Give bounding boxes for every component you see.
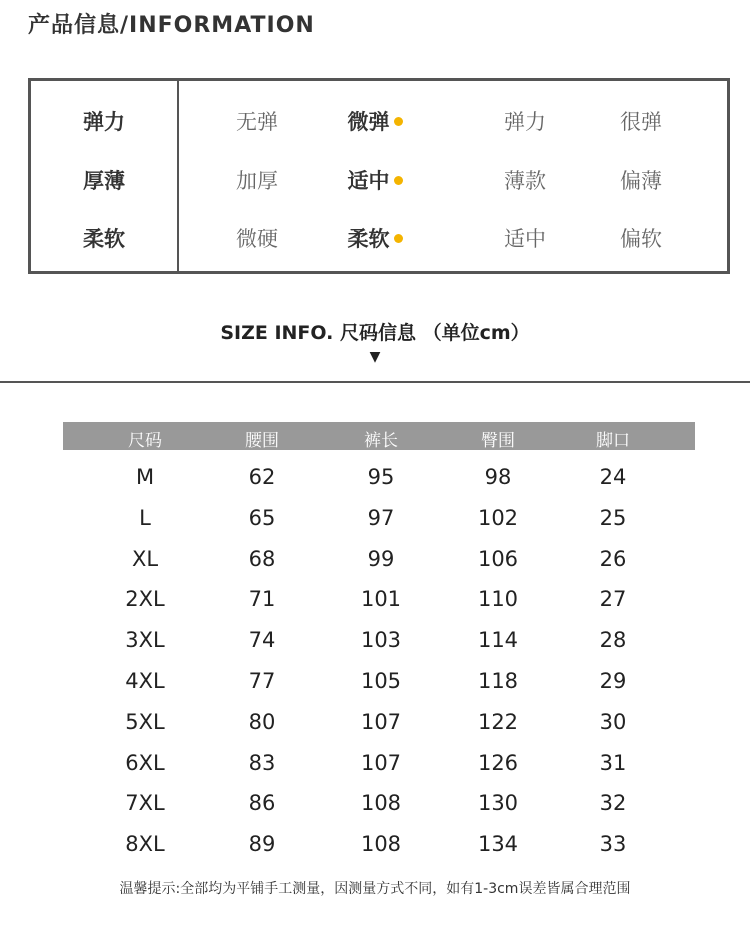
attribute-label: 弹力 bbox=[83, 110, 125, 134]
size-value-cell: 28 bbox=[599, 628, 627, 653]
attribute-option: 加厚 bbox=[236, 169, 278, 193]
size-value-cell: 130 bbox=[477, 791, 519, 816]
size-label-cell: L bbox=[139, 505, 151, 530]
size-value-cell: 30 bbox=[599, 709, 627, 734]
attribute-option: 很弹 bbox=[620, 110, 662, 134]
size-value-cell: 106 bbox=[477, 546, 519, 571]
size-value-cell: 71 bbox=[248, 587, 276, 612]
size-table-row bbox=[63, 578, 695, 619]
size-table-row bbox=[63, 538, 695, 579]
header-cell: 裤长 bbox=[364, 431, 398, 451]
size-table-row bbox=[63, 660, 695, 701]
size-value-cell: 80 bbox=[248, 709, 276, 734]
size-table-row bbox=[63, 823, 695, 864]
size-value-cell: 107 bbox=[360, 750, 402, 775]
size-value-cell: 97 bbox=[367, 505, 395, 530]
attribute-option: 微硬 bbox=[236, 227, 278, 251]
size-table-row bbox=[63, 782, 695, 823]
size-label-cell: 5XL bbox=[125, 709, 165, 734]
size-value-cell: 77 bbox=[248, 668, 276, 693]
size-label-cell: 3XL bbox=[125, 628, 165, 653]
attribute-row-elasticity bbox=[31, 101, 727, 141]
size-label-cell: 4XL bbox=[125, 668, 165, 693]
size-value-cell: 101 bbox=[360, 587, 402, 612]
header-cell: 腰围 bbox=[245, 431, 279, 451]
size-label-cell: 6XL bbox=[125, 750, 165, 775]
attribute-option: 无弹 bbox=[236, 110, 278, 134]
attribute-label: 柔软 bbox=[83, 227, 125, 251]
size-value-cell: 68 bbox=[248, 546, 276, 571]
down-arrow-icon: ▼ bbox=[369, 349, 381, 365]
attribute-option: 适中 bbox=[504, 227, 546, 251]
size-info-title: SIZE INFO. 尺码信息 （单位cm） bbox=[220, 322, 530, 344]
size-table-row bbox=[63, 742, 695, 783]
header-cell: 臀围 bbox=[481, 431, 515, 451]
attribute-option: 薄款 bbox=[504, 169, 546, 193]
size-value-cell: 122 bbox=[477, 709, 519, 734]
size-value-cell: 110 bbox=[477, 587, 519, 612]
info-title: 产品信息/INFORMATION bbox=[28, 13, 315, 38]
header-cell: 脚口 bbox=[596, 431, 630, 451]
size-value-cell: 62 bbox=[248, 465, 276, 489]
attribute-option-selected: 适中 bbox=[315, 165, 435, 195]
measurement-note: 温馨提示:全部均为平铺手工测量，因测量方式不同，如有1-3cm误差皆属合理范围 bbox=[119, 881, 631, 897]
size-value-cell: 98 bbox=[484, 465, 512, 489]
size-label-cell: 8XL bbox=[125, 832, 165, 857]
size-table-row bbox=[63, 456, 695, 497]
size-table-row bbox=[63, 701, 695, 742]
size-value-cell: 86 bbox=[248, 791, 276, 816]
attribute-box bbox=[28, 78, 730, 274]
size-value-cell: 103 bbox=[360, 628, 402, 653]
size-value-cell: 102 bbox=[477, 505, 519, 530]
attribute-option-selected: 微弹 bbox=[315, 106, 435, 136]
size-value-cell: 83 bbox=[248, 750, 276, 775]
attribute-label: 厚薄 bbox=[83, 169, 125, 193]
size-table-row bbox=[63, 497, 695, 538]
size-table bbox=[63, 422, 695, 864]
size-value-cell: 27 bbox=[599, 587, 627, 612]
size-value-cell: 118 bbox=[477, 668, 519, 693]
size-value-cell: 29 bbox=[599, 668, 627, 693]
attribute-option: 偏软 bbox=[620, 227, 662, 251]
size-value-cell: 95 bbox=[367, 465, 395, 489]
size-table-body bbox=[63, 450, 695, 864]
attribute-option: 弹力 bbox=[504, 110, 546, 134]
attribute-option-selected: 柔软 bbox=[315, 223, 435, 253]
size-value-cell: 99 bbox=[367, 546, 395, 571]
size-value-cell: 32 bbox=[599, 791, 627, 816]
attribute-row-thickness bbox=[31, 160, 727, 200]
size-value-cell: 89 bbox=[248, 832, 276, 857]
size-value-cell: 134 bbox=[477, 832, 519, 857]
size-table-row bbox=[63, 619, 695, 660]
size-value-cell: 31 bbox=[599, 750, 627, 775]
attribute-option: 偏薄 bbox=[620, 169, 662, 193]
size-table-header bbox=[63, 422, 695, 450]
attribute-row-softness bbox=[31, 218, 727, 258]
size-value-cell: 105 bbox=[360, 668, 402, 693]
header-cell: 尺码 bbox=[128, 431, 162, 451]
size-value-cell: 107 bbox=[360, 709, 402, 734]
size-value-cell: 108 bbox=[360, 791, 402, 816]
size-value-cell: 74 bbox=[248, 628, 276, 653]
size-value-cell: 25 bbox=[599, 505, 627, 530]
size-value-cell: 33 bbox=[599, 832, 627, 857]
section-divider bbox=[0, 381, 750, 383]
size-value-cell: 126 bbox=[477, 750, 519, 775]
size-value-cell: 114 bbox=[477, 628, 519, 653]
size-label-cell: M bbox=[135, 465, 155, 489]
size-label-cell: 2XL bbox=[125, 587, 165, 612]
size-value-cell: 24 bbox=[599, 465, 627, 489]
size-value-cell: 26 bbox=[599, 546, 627, 571]
size-value-cell: 108 bbox=[360, 832, 402, 857]
size-label-cell: XL bbox=[131, 546, 159, 571]
size-value-cell: 65 bbox=[248, 505, 276, 530]
size-label-cell: 7XL bbox=[125, 791, 165, 816]
